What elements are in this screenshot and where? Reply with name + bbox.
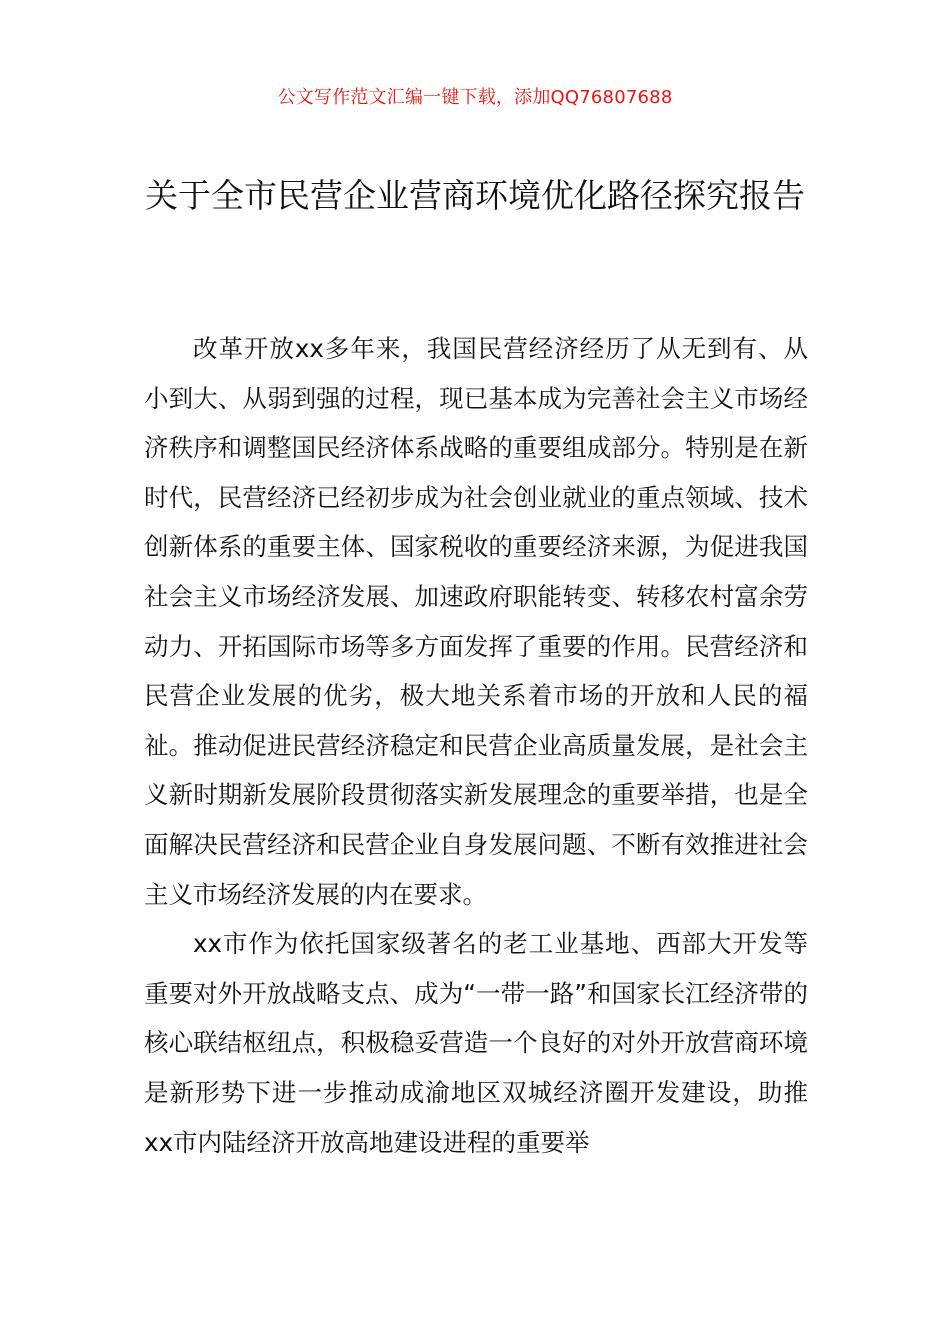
paragraph-2: xx市作为依托国家级著名的老工业基地、西部大开发等重要对外开放战略支点、成为“一带一路”和国家长江经济带的核心联结枢纽点，积极稳妥营造一个良好的对外开放营商环境是新形势下进一步推动成渝地区双城经济圈开发建设，助推xx市内陆经济开放高地建设进程的重要举: [144, 929, 808, 1157]
paragraph-1: 改革开放xx多年来，我国民营经济经历了从无到有、从小到大、从弱到强的过程，现已基本成为完善社会主义市场经济秩序和调整国民经济体系战略的重要组成部分。特别是在新时代，民营经济已经初步成为社会创业就业的重点领域、技术创新体系的重要主体、国家税收的重要经济来源，为促进我国社会主义市场经济发展、加速政府职能转变、转移农村富余劳动力、开拓国际市场等多方面发挥了重要的作用。民营经济和民营企业发展的优劣，极大地关系着市场的开放和人民的福祉。推动促进民营经济稳定和民营企业高质量发展，是社会主义新时期新发展阶段贯彻落实新发展理念的重要举措，也是全面解决民营经济和民营企业自身发展问题、不断有效推进社会主义市场经济发展的内在要求。: [144, 334, 808, 909]
document-body: [144, 324, 808, 1167]
download-promo-note: 公文写作范文汇编一键下载，添加QQ76807688: [277, 87, 673, 108]
document-title: 关于全市民营企业营商环境优化路径探究报告: [145, 176, 805, 215]
